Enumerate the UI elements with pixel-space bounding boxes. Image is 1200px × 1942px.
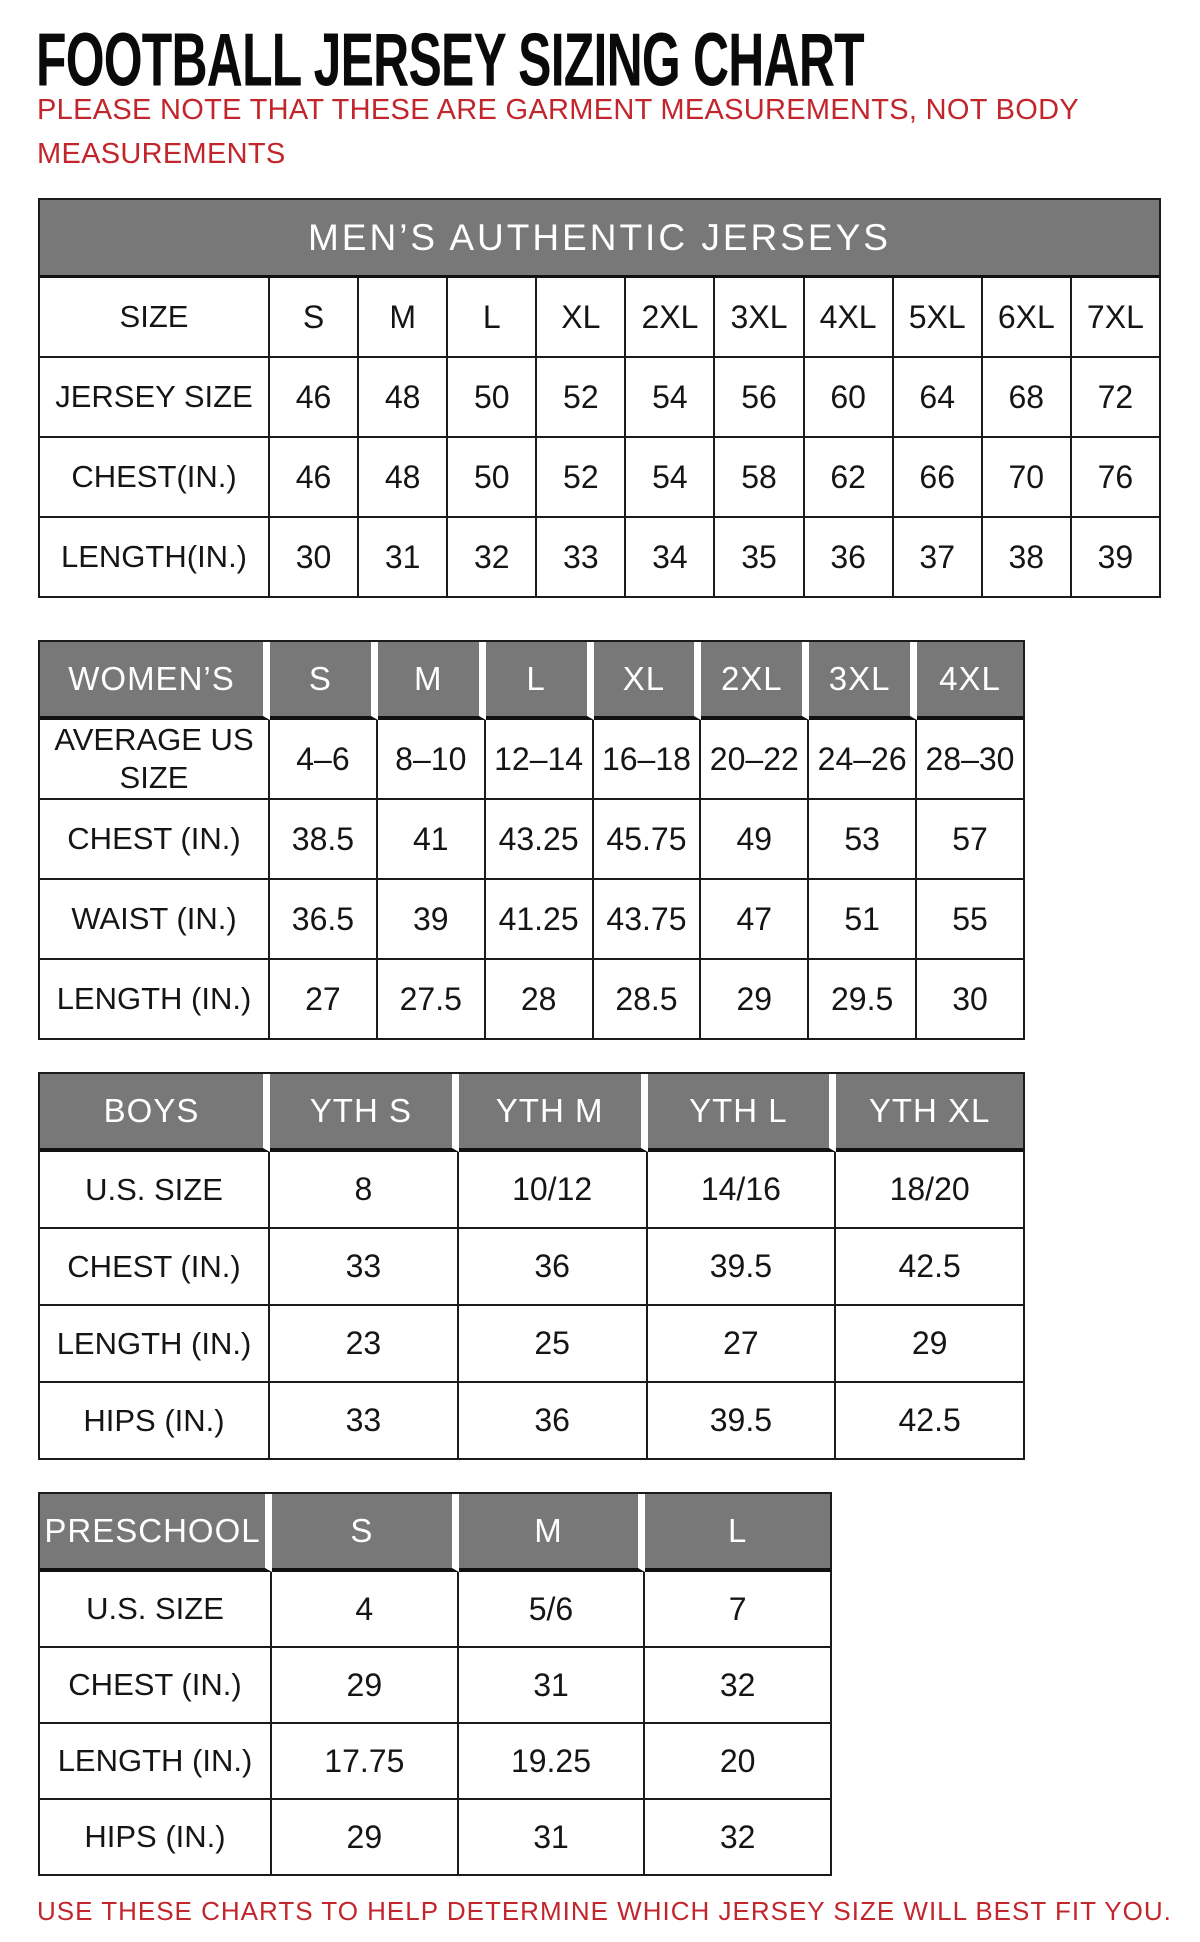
mens-table-grid (38, 198, 1161, 598)
womens-value-cell: 41.25 (486, 880, 594, 960)
preschool-value-cell: 4 (272, 1572, 459, 1648)
mens-value-cell: 48 (359, 358, 448, 438)
mens-row-label: LENGTH(IN.) (40, 518, 270, 598)
mens-value-cell: 76 (1072, 438, 1161, 518)
womens-row-label: CHEST (IN.) (40, 800, 270, 880)
womens-row-label: WAIST (IN.) (40, 880, 270, 960)
mens-value-cell: 58 (715, 438, 804, 518)
womens-header-cell: 2XL (701, 642, 809, 720)
womens-value-cell: 51 (809, 880, 917, 960)
mens-value-cell: L (448, 278, 537, 358)
womens-value-cell: 30 (917, 960, 1025, 1040)
mens-value-cell: S (270, 278, 359, 358)
womens-header-cell: XL (594, 642, 702, 720)
preschool-row-label: LENGTH (IN.) (40, 1724, 272, 1800)
preschool-value-cell: 32 (645, 1800, 832, 1876)
mens-value-cell: 48 (359, 438, 448, 518)
boys-value-cell: 36 (459, 1383, 648, 1460)
womens-value-cell: 24–26 (809, 720, 917, 800)
womens-value-cell: 28 (486, 960, 594, 1040)
boys-value-cell: 39.5 (648, 1383, 837, 1460)
garment-note (37, 88, 1079, 176)
boys-row-label: U.S. SIZE (40, 1152, 270, 1229)
preschool-header-cell: M (459, 1494, 646, 1572)
preschool-sizing-table (38, 1492, 830, 1876)
garment-note-line1: PLEASE NOTE THAT THESE ARE GARMENT MEASUREMENTS, NOT BODY (37, 94, 1079, 126)
mens-value-cell: 52 (537, 438, 626, 518)
womens-value-cell: 29.5 (809, 960, 917, 1040)
mens-value-cell: 54 (626, 358, 715, 438)
boys-value-cell: 27 (648, 1306, 837, 1383)
preschool-value-cell: 20 (645, 1724, 832, 1800)
boys-header-cell: YTH L (648, 1074, 837, 1152)
womens-value-cell: 57 (917, 800, 1025, 880)
mens-row-label: CHEST(IN.) (40, 438, 270, 518)
preschool-value-cell: 29 (272, 1800, 459, 1876)
womens-value-cell: 28–30 (917, 720, 1025, 800)
mens-value-cell: 3XL (715, 278, 804, 358)
boys-value-cell: 39.5 (648, 1229, 837, 1306)
boys-value-cell: 8 (270, 1152, 459, 1229)
mens-value-cell: 37 (894, 518, 983, 598)
womens-value-cell: 55 (917, 880, 1025, 960)
preschool-value-cell: 31 (459, 1800, 646, 1876)
womens-value-cell: 27 (270, 960, 378, 1040)
boys-value-cell: 36 (459, 1229, 648, 1306)
boys-value-cell: 25 (459, 1306, 648, 1383)
mens-value-cell: 4XL (805, 278, 894, 358)
mens-value-cell: 72 (1072, 358, 1161, 438)
womens-sizing-table (38, 640, 1023, 1040)
preschool-value-cell: 5/6 (459, 1572, 646, 1648)
boys-value-cell: 33 (270, 1229, 459, 1306)
mens-header-banner: MEN’S AUTHENTIC JERSEYS (40, 200, 1161, 278)
womens-header-cell: WOMEN’S (40, 642, 270, 720)
womens-header-cell: 3XL (809, 642, 917, 720)
mens-value-cell: 6XL (983, 278, 1072, 358)
mens-value-cell: 30 (270, 518, 359, 598)
mens-value-cell: 52 (537, 358, 626, 438)
womens-header-cell: M (378, 642, 486, 720)
preschool-value-cell: 32 (645, 1648, 832, 1724)
preschool-value-cell: 19.25 (459, 1724, 646, 1800)
mens-value-cell: 36 (805, 518, 894, 598)
mens-value-cell: 5XL (894, 278, 983, 358)
preschool-value-cell: 17.75 (272, 1724, 459, 1800)
womens-value-cell: 41 (378, 800, 486, 880)
mens-value-cell: 46 (270, 358, 359, 438)
womens-value-cell: 20–22 (701, 720, 809, 800)
womens-row-label: AVERAGE US SIZE (40, 720, 270, 800)
mens-value-cell: 31 (359, 518, 448, 598)
mens-value-cell: 68 (983, 358, 1072, 438)
boys-header-cell: BOYS (40, 1074, 270, 1152)
mens-value-cell: 60 (805, 358, 894, 438)
boys-sizing-table (38, 1072, 1023, 1460)
mens-value-cell: 50 (448, 438, 537, 518)
preschool-row-label: HIPS (IN.) (40, 1800, 272, 1876)
womens-value-cell: 38.5 (270, 800, 378, 880)
womens-value-cell: 16–18 (594, 720, 702, 800)
mens-value-cell: M (359, 278, 448, 358)
mens-value-cell: 38 (983, 518, 1072, 598)
mens-value-cell: 34 (626, 518, 715, 598)
womens-value-cell: 12–14 (486, 720, 594, 800)
womens-value-cell: 45.75 (594, 800, 702, 880)
mens-authentic-jerseys-table (38, 198, 1159, 598)
boys-value-cell: 42.5 (836, 1229, 1025, 1306)
womens-value-cell: 43.25 (486, 800, 594, 880)
footer-note: USE THESE CHARTS TO HELP DETERMINE WHICH JERSEY SIZE WILL BEST FIT YOU. (37, 1896, 1172, 1926)
mens-value-cell: 56 (715, 358, 804, 438)
mens-value-cell: 7XL (1072, 278, 1161, 358)
mens-value-cell: 50 (448, 358, 537, 438)
womens-value-cell: 43.75 (594, 880, 702, 960)
womens-row-label: LENGTH (IN.) (40, 960, 270, 1040)
boys-row-label: CHEST (IN.) (40, 1229, 270, 1306)
womens-value-cell: 47 (701, 880, 809, 960)
mens-value-cell: 32 (448, 518, 537, 598)
mens-value-cell: 62 (805, 438, 894, 518)
garment-note-line2: MEASUREMENTS (37, 138, 286, 170)
womens-value-cell: 28.5 (594, 960, 702, 1040)
preschool-header-cell: L (645, 1494, 832, 1572)
boys-value-cell: 10/12 (459, 1152, 648, 1229)
preschool-value-cell: 7 (645, 1572, 832, 1648)
womens-header-cell: L (486, 642, 594, 720)
womens-value-cell: 27.5 (378, 960, 486, 1040)
boys-value-cell: 14/16 (648, 1152, 837, 1229)
mens-value-cell: 33 (537, 518, 626, 598)
womens-value-cell: 53 (809, 800, 917, 880)
boys-value-cell: 18/20 (836, 1152, 1025, 1229)
womens-header-cell: S (270, 642, 378, 720)
mens-value-cell: 54 (626, 438, 715, 518)
boys-header-cell: YTH S (270, 1074, 459, 1152)
womens-value-cell: 29 (701, 960, 809, 1040)
mens-value-cell: 46 (270, 438, 359, 518)
womens-value-cell: 4–6 (270, 720, 378, 800)
mens-value-cell: XL (537, 278, 626, 358)
preschool-row-label: U.S. SIZE (40, 1572, 272, 1648)
womens-value-cell: 49 (701, 800, 809, 880)
mens-value-cell: 2XL (626, 278, 715, 358)
preschool-header-cell: S (272, 1494, 459, 1572)
mens-value-cell: 64 (894, 358, 983, 438)
boys-header-cell: YTH M (459, 1074, 648, 1152)
preschool-value-cell: 29 (272, 1648, 459, 1724)
boys-value-cell: 42.5 (836, 1383, 1025, 1460)
boys-value-cell: 29 (836, 1306, 1025, 1383)
mens-row-label: SIZE (40, 278, 270, 358)
preschool-value-cell: 31 (459, 1648, 646, 1724)
mens-value-cell: 39 (1072, 518, 1161, 598)
mens-value-cell: 70 (983, 438, 1072, 518)
boys-value-cell: 23 (270, 1306, 459, 1383)
boys-row-label: HIPS (IN.) (40, 1383, 270, 1460)
womens-table-grid (38, 640, 1025, 1040)
preschool-table-grid (38, 1492, 832, 1876)
womens-header-cell: 4XL (917, 642, 1025, 720)
preschool-row-label: CHEST (IN.) (40, 1648, 272, 1724)
preschool-header-cell: PRESCHOOL (40, 1494, 272, 1572)
mens-row-label: JERSEY SIZE (40, 358, 270, 438)
mens-value-cell: 66 (894, 438, 983, 518)
womens-value-cell: 8–10 (378, 720, 486, 800)
boys-header-cell: YTH XL (836, 1074, 1025, 1152)
boys-table-grid (38, 1072, 1025, 1460)
page-title: FOOTBALL JERSEY SIZING CHART (36, 17, 864, 103)
mens-value-cell: 35 (715, 518, 804, 598)
boys-row-label: LENGTH (IN.) (40, 1306, 270, 1383)
womens-value-cell: 39 (378, 880, 486, 960)
womens-value-cell: 36.5 (270, 880, 378, 960)
boys-value-cell: 33 (270, 1383, 459, 1460)
